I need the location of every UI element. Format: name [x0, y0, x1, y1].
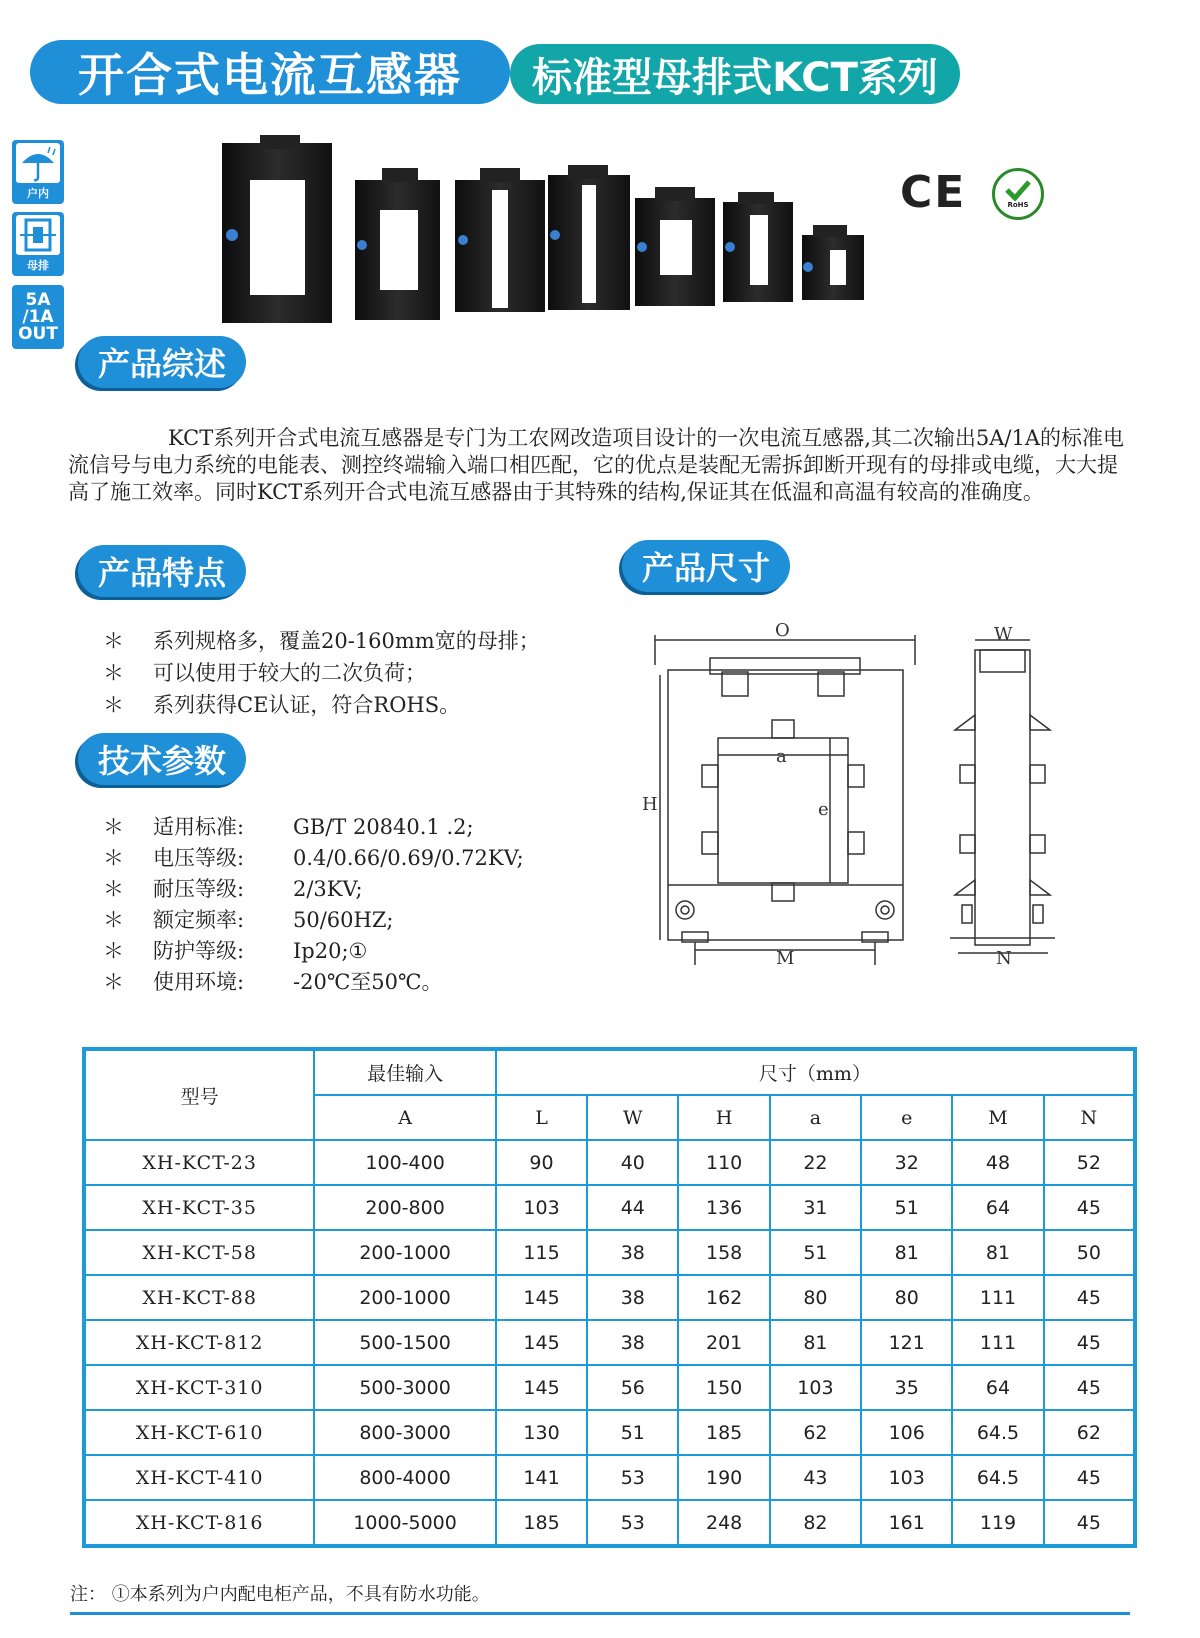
subtitle-banner	[510, 44, 960, 104]
model-cell: XH-KCT-35	[84, 1185, 314, 1230]
rohs-mark	[992, 168, 1044, 220]
transformer-3	[455, 168, 545, 312]
value-cell: 62	[1044, 1410, 1135, 1455]
list-item: ＊ 可以使用于较大的二次负荷；	[103, 657, 540, 689]
table-row	[84, 1365, 1135, 1410]
list-item: ＊ 防护等级: Ip20;①	[103, 936, 524, 967]
value-cell: 136	[678, 1185, 769, 1230]
label-H: H	[642, 794, 658, 815]
value-cell: 50	[1044, 1230, 1135, 1275]
ce-mark: CE	[900, 167, 967, 218]
label-N: N	[996, 948, 1012, 969]
value-cell: 64.5	[952, 1410, 1043, 1455]
section-overview-label: 产品综述	[98, 345, 227, 383]
header-W: W	[587, 1095, 678, 1140]
value-cell: 64	[952, 1185, 1043, 1230]
value-cell: 130	[496, 1410, 587, 1455]
header-a: a	[770, 1095, 861, 1140]
value-cell: 115	[496, 1230, 587, 1275]
value-cell: 22	[770, 1140, 861, 1185]
side-view	[950, 640, 1055, 953]
value-cell: 800-3000	[314, 1410, 496, 1455]
label-e: e	[818, 799, 829, 820]
value-cell: 103	[861, 1455, 952, 1500]
model-cell: XH-KCT-610	[84, 1410, 314, 1455]
transformer-6	[723, 192, 793, 302]
features-list	[103, 625, 540, 721]
value-cell: 38	[587, 1320, 678, 1365]
value-cell: 35	[861, 1365, 952, 1410]
value-cell: 190	[678, 1455, 769, 1500]
output-line2: /1A	[22, 306, 54, 327]
value-cell: 38	[587, 1275, 678, 1320]
list-item: ＊ 适用标准: GB/T 20840.1 .2;	[103, 812, 524, 843]
label-W: W	[994, 624, 1013, 645]
value-cell: 141	[496, 1455, 587, 1500]
value-cell: 106	[861, 1410, 952, 1455]
value-cell: 80	[770, 1275, 861, 1320]
param-label: 耐压等级:	[153, 877, 245, 901]
param-value: GB/T 20840.1 .2;	[293, 815, 474, 839]
spec-table	[82, 1047, 1137, 1548]
list-item: ＊ 系列获得CE认证，符合ROHS。	[103, 689, 540, 721]
header-e: e	[861, 1095, 952, 1140]
value-cell: 1000-5000	[314, 1500, 496, 1546]
value-cell: 53	[587, 1455, 678, 1500]
value-cell: 200-1000	[314, 1230, 496, 1275]
value-cell: 45	[1044, 1275, 1135, 1320]
overview-paragraph	[68, 425, 1128, 506]
model-cell: XH-KCT-58	[84, 1230, 314, 1275]
value-cell: 145	[496, 1365, 587, 1410]
value-cell: 162	[678, 1275, 769, 1320]
footer-line	[70, 1612, 1130, 1615]
value-cell: 45	[1044, 1185, 1135, 1230]
param-value: -20℃至50℃。	[293, 970, 443, 994]
busbar-label: 母排	[27, 259, 49, 272]
indoor-badge	[12, 140, 64, 204]
section-features-label: 产品特点	[98, 554, 227, 592]
value-cell: 80	[861, 1275, 952, 1320]
output-badge	[12, 285, 64, 349]
rohs-label: RoHS	[1007, 201, 1029, 209]
value-cell: 45	[1044, 1455, 1135, 1500]
model-cell: XH-KCT-812	[84, 1320, 314, 1365]
section-params	[78, 733, 246, 785]
value-cell: 248	[678, 1500, 769, 1546]
value-cell: 38	[587, 1230, 678, 1275]
output-line1: 5A	[25, 289, 51, 310]
dimension-drawing	[630, 620, 1070, 990]
value-cell: 185	[496, 1500, 587, 1546]
title-banner	[30, 40, 510, 104]
param-value: Ip20;①	[293, 939, 368, 963]
header-model: 型号	[84, 1049, 314, 1140]
value-cell: 40	[587, 1140, 678, 1185]
table-row	[84, 1320, 1135, 1365]
busbar-icon	[16, 215, 60, 255]
indoor-label: 户内	[27, 187, 49, 200]
list-item: ＊ 电压等级: 0.4/0.66/0.69/0.72KV;	[103, 843, 524, 874]
value-cell: 48	[952, 1140, 1043, 1185]
param-label: 防护等级:	[153, 939, 245, 963]
header-L: L	[496, 1095, 587, 1140]
umbrella-icon	[16, 143, 60, 183]
model-cell: XH-KCT-310	[84, 1365, 314, 1410]
transformer-2	[355, 168, 440, 320]
list-item: ＊ 使用环境: -20℃至50℃。	[103, 967, 524, 998]
transformer-5	[635, 187, 715, 306]
footnote: 注： ①本系列为户内配电柜产品，不具有防水功能。	[70, 1584, 490, 1605]
label-O: O	[775, 620, 790, 641]
value-cell: 500-1500	[314, 1320, 496, 1365]
label-a: a	[776, 746, 787, 767]
feature-text: 系列规格多，覆盖20-160mm宽的母排；	[153, 629, 540, 653]
table-row	[84, 1500, 1135, 1546]
value-cell: 43	[770, 1455, 861, 1500]
label-M: M	[776, 948, 795, 969]
check-icon	[1004, 179, 1032, 201]
value-cell: 51	[861, 1185, 952, 1230]
value-cell: 44	[587, 1185, 678, 1230]
value-cell: 64.5	[952, 1455, 1043, 1500]
value-cell: 111	[952, 1320, 1043, 1365]
value-cell: 161	[861, 1500, 952, 1546]
model-cell: XH-KCT-816	[84, 1500, 314, 1546]
section-overview	[78, 336, 246, 388]
model-cell: XH-KCT-88	[84, 1275, 314, 1320]
feature-text: 系列获得CE认证，符合ROHS。	[153, 693, 461, 717]
value-cell: 200-800	[314, 1185, 496, 1230]
param-value: 50/60HZ;	[293, 908, 394, 932]
value-cell: 51	[587, 1410, 678, 1455]
param-label: 额定频率:	[153, 908, 245, 932]
table-row	[84, 1185, 1135, 1230]
value-cell: 150	[678, 1365, 769, 1410]
value-cell: 119	[952, 1500, 1043, 1546]
value-cell: 62	[770, 1410, 861, 1455]
transformer-4	[548, 165, 630, 310]
header-M: M	[952, 1095, 1043, 1140]
value-cell: 200-1000	[314, 1275, 496, 1320]
section-params-label: 技术参数	[98, 742, 227, 780]
table-row	[84, 1140, 1135, 1185]
model-cell: XH-KCT-23	[84, 1140, 314, 1185]
output-line3: OUT	[18, 323, 58, 344]
front-view	[655, 635, 915, 965]
value-cell: 800-4000	[314, 1455, 496, 1500]
param-label: 使用环境:	[153, 970, 245, 994]
overview-text: KCT系列开合式电流互感器是专门为工农网改造项目设计的一次电流互感器,其二次输出5A/1A的标准电流信号与电力系统的电能表、测控终端输入端口相匹配，它的优点是装配无需拆卸断开现有的母排或电缆，大大提高了施工效率。同时KCT系列开合式电流互感器由于其特殊的结构,保证其在低温和高温有较高的准确度。	[68, 426, 1124, 504]
value-cell: 103	[770, 1365, 861, 1410]
value-cell: 81	[861, 1230, 952, 1275]
table-row	[84, 1230, 1135, 1275]
page-subtitle: 标准型母排式KCT系列	[532, 54, 938, 101]
value-cell: 111	[952, 1275, 1043, 1320]
value-cell: 45	[1044, 1365, 1135, 1410]
params-list	[103, 812, 524, 998]
product-photo	[210, 135, 890, 335]
table-header-row	[84, 1049, 1135, 1095]
value-cell: 82	[770, 1500, 861, 1546]
value-cell: 121	[861, 1320, 952, 1365]
value-cell: 31	[770, 1185, 861, 1230]
param-label: 适用标准:	[153, 815, 245, 839]
value-cell: 158	[678, 1230, 769, 1275]
value-cell: 45	[1044, 1320, 1135, 1365]
value-cell: 185	[678, 1410, 769, 1455]
value-cell: 90	[496, 1140, 587, 1185]
spec-table-body	[84, 1140, 1135, 1546]
list-item: ＊ 系列规格多，覆盖20-160mm宽的母排；	[103, 625, 540, 657]
value-cell: 51	[770, 1230, 861, 1275]
section-dimensions-label: 产品尺寸	[642, 549, 771, 587]
value-cell: 53	[587, 1500, 678, 1546]
value-cell: 145	[496, 1320, 587, 1365]
model-cell: XH-KCT-410	[84, 1455, 314, 1500]
transformer-1	[222, 135, 332, 323]
param-value: 2/3KV;	[293, 877, 363, 901]
page-title: 开合式电流互感器	[78, 48, 462, 102]
list-item: ＊ 耐压等级: 2/3KV;	[103, 874, 524, 905]
table-row	[84, 1410, 1135, 1455]
value-cell: 81	[952, 1230, 1043, 1275]
table-row	[84, 1275, 1135, 1320]
param-label: 电压等级:	[153, 846, 245, 870]
value-cell: 500-3000	[314, 1365, 496, 1410]
value-cell: 145	[496, 1275, 587, 1320]
busbar-badge	[12, 212, 64, 276]
feature-text: 可以使用于较大的二次负荷；	[153, 661, 426, 685]
param-value: 0.4/0.66/0.69/0.72KV;	[293, 846, 524, 870]
value-cell: 81	[770, 1320, 861, 1365]
value-cell: 52	[1044, 1140, 1135, 1185]
value-cell: 103	[496, 1185, 587, 1230]
value-cell: 45	[1044, 1500, 1135, 1546]
transformer-7	[802, 225, 864, 300]
header-H: H	[678, 1095, 769, 1140]
table-row	[84, 1455, 1135, 1500]
header-input-unit: A	[314, 1095, 496, 1140]
list-item: ＊ 额定频率: 50/60HZ;	[103, 905, 524, 936]
section-dimensions	[622, 540, 790, 592]
value-cell: 100-400	[314, 1140, 496, 1185]
header-N: N	[1044, 1095, 1135, 1140]
value-cell: 56	[587, 1365, 678, 1410]
section-features	[78, 545, 246, 597]
value-cell: 201	[678, 1320, 769, 1365]
value-cell: 32	[861, 1140, 952, 1185]
header-input: 最佳输入	[314, 1049, 496, 1095]
header-dimensions: 尺寸（mm）	[496, 1049, 1135, 1095]
value-cell: 110	[678, 1140, 769, 1185]
value-cell: 64	[952, 1365, 1043, 1410]
